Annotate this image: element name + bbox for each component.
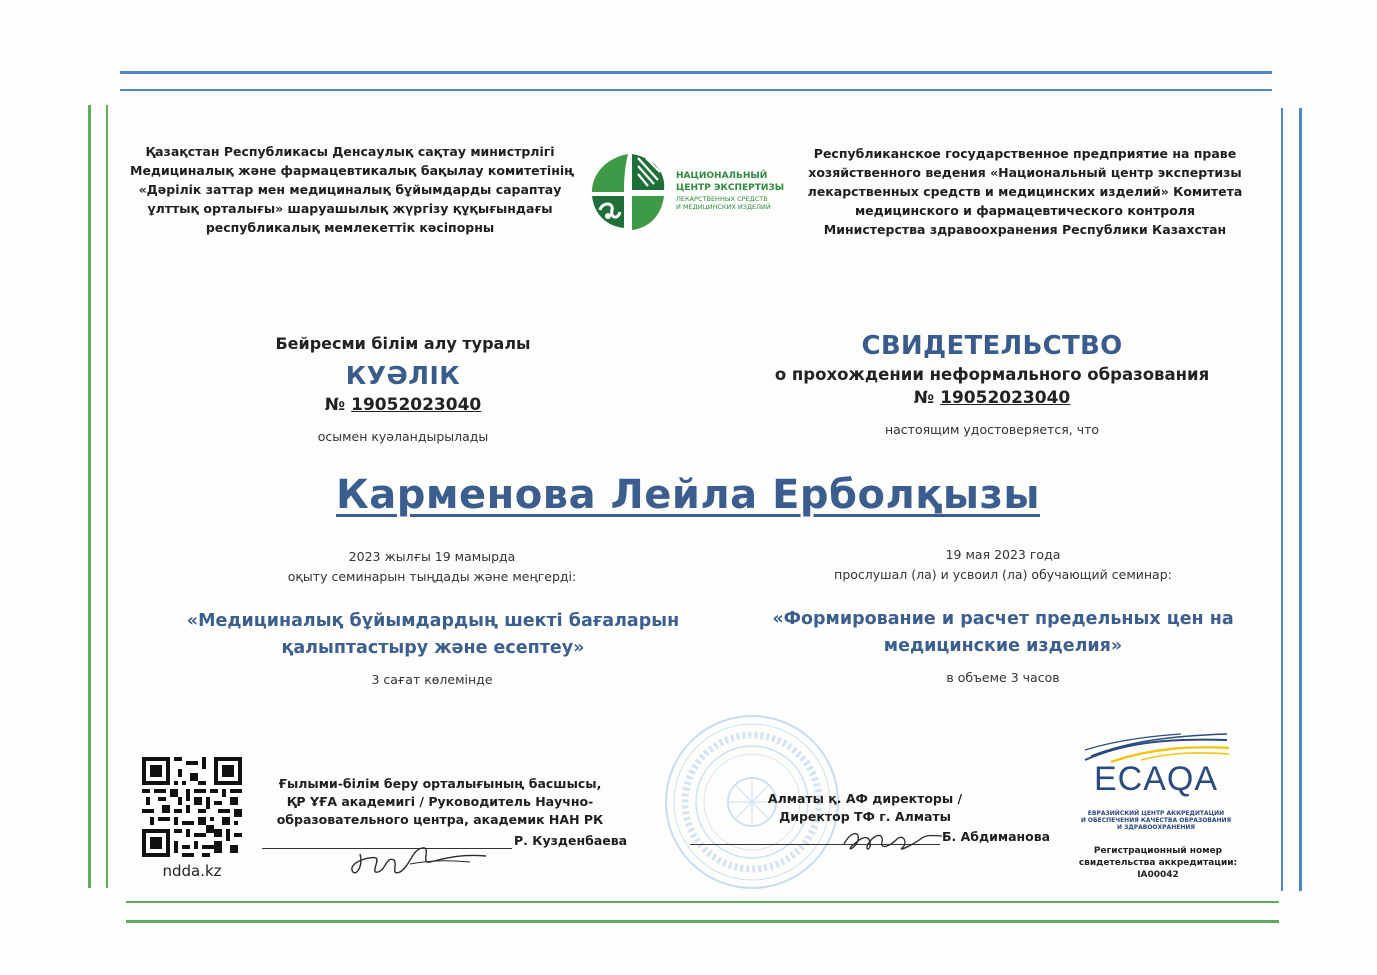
header-right-text bbox=[800, 144, 1250, 239]
ru-date-block bbox=[783, 545, 1223, 585]
ru-hours: в объеме 3 часов bbox=[946, 670, 1060, 685]
kz-title: КУӘЛІК bbox=[345, 361, 461, 390]
signer2-line: Директор ТФ г. Алматы bbox=[779, 809, 951, 824]
signer1-line: образовательного центра, академик НАН РК bbox=[276, 812, 604, 827]
ru-number bbox=[762, 388, 1222, 408]
top-border-line-2 bbox=[120, 89, 1272, 91]
ndda-logo-text-2: ЦЕНТР ЭКСПЕРТИЗЫ bbox=[676, 183, 785, 193]
ru-course-title bbox=[758, 606, 1248, 660]
reg-line: IA00042 bbox=[1137, 870, 1179, 880]
header-left-line: Медициналық және фармацевтикалық бақылау комитетінің bbox=[130, 163, 575, 178]
kz-course-title bbox=[178, 608, 688, 662]
header-left-line: ұлттық орталығы» шаруашылық жүргізу құқығындағы bbox=[147, 201, 553, 216]
right-border-line-1 bbox=[1281, 108, 1283, 891]
kz-hours: 3 сағат көлемінде bbox=[371, 672, 493, 687]
signer1-line: Ғылыми-білім беру орталығының басшысы, bbox=[278, 776, 602, 791]
kz-course-line: «Медициналық бұйымдардың шекті бағаларын bbox=[186, 611, 680, 631]
header-right-line: медицинского и фармацевтического контроля bbox=[854, 203, 1196, 218]
signer1-line: ҚР ҰҒА академигі / Руководитель Научно- bbox=[286, 794, 594, 809]
signer1-name: Р. Кузденбаева bbox=[514, 833, 628, 848]
ndda-logo-icon bbox=[588, 150, 668, 232]
bottom-border-line-1 bbox=[126, 901, 1279, 903]
ecaqa-logo-text: ECAQA bbox=[1093, 760, 1219, 798]
signature-1-icon bbox=[350, 834, 490, 884]
recipient-name: Карменова Лейла Ерболқызы bbox=[336, 472, 1040, 518]
reg-line: Регистрационный номер bbox=[1093, 846, 1223, 856]
signer2-title bbox=[760, 790, 970, 826]
left-border-line-1 bbox=[88, 105, 91, 888]
website-label: ndda.kz bbox=[162, 862, 222, 880]
header-right-line: хозяйственного ведения «Национальный центр экспертизы bbox=[808, 165, 1242, 180]
ru-subtitle: о прохождении неформального образования bbox=[774, 365, 1210, 384]
ru-completed: прослушал (ла) и усвоил (ла) обучающий семинар: bbox=[834, 567, 1172, 582]
kz-completed: оқыту семинарын тыңдады және меңгерді: bbox=[287, 569, 577, 584]
signer2-name: Б. Абдиманова bbox=[942, 829, 1051, 844]
header-right-line: Республиканское государственное предприятие на праве bbox=[813, 146, 1237, 161]
recipient-name-block bbox=[188, 472, 1188, 518]
ru-number-prefix: № bbox=[913, 388, 935, 408]
ru-title: СВИДЕТЕЛЬСТВО bbox=[861, 331, 1123, 361]
kz-title-block bbox=[233, 334, 573, 444]
ru-course-line: «Формирование и расчет предельных цен на bbox=[772, 609, 1234, 629]
header-left-line: Қазақстан Республикасы Денсаулық сақтау министрлігі bbox=[145, 144, 555, 159]
header-right-line: Министерства здравоохранения Республики Казахстан bbox=[823, 222, 1227, 237]
kz-date: 2023 жылғы 19 мамырда bbox=[348, 549, 516, 564]
ru-number-value: 19052023040 bbox=[940, 388, 1071, 408]
ndda-logo-text-1: НАЦИОНАЛЬНЫЙ bbox=[676, 171, 768, 181]
ecaqa-caption-line: ЕВРАЗИЙСКИЙ ЦЕНТР АККРЕДИТАЦИИ bbox=[1087, 810, 1225, 817]
ecaqa-logo-icon bbox=[1081, 730, 1231, 764]
kz-number-value: 19052023040 bbox=[351, 395, 482, 415]
ru-date: 19 мая 2023 года bbox=[945, 547, 1061, 562]
ecaqa-caption-line: И ОБЕСПЕЧЕНИЯ КАЧЕСТВА ОБРАЗОВАНИЯ bbox=[1080, 817, 1232, 824]
ndda-logo-text-4: И МЕДИЦИНСКИХ ИЗДЕЛИЙ bbox=[676, 203, 771, 211]
accreditation-reg bbox=[1070, 845, 1246, 881]
ecaqa-caption-line: И ЗДРАВООХРАНЕНИЯ bbox=[1117, 824, 1195, 831]
signature-2-icon bbox=[838, 822, 948, 862]
kz-number-prefix: № bbox=[324, 395, 346, 415]
header-left-line: республикалық мемлекеттік кәсіпорны bbox=[205, 220, 495, 235]
header-left-text bbox=[130, 142, 575, 237]
ndda-logo-text-3: ЛЕКАРСТВЕННЫХ СРЕДСТВ bbox=[676, 195, 768, 203]
kz-certified: осымен куәландырылады bbox=[317, 429, 489, 444]
kz-subtitle: Бейресми білім алу туралы bbox=[275, 334, 531, 353]
header-left-line: «Дәрілік заттар мен медициналық бұйымдарды сараптау bbox=[138, 182, 562, 197]
ecaqa-logo bbox=[1075, 730, 1245, 840]
ecaqa-caption bbox=[1075, 810, 1237, 831]
left-border-line-2 bbox=[106, 105, 108, 888]
ru-title-block bbox=[762, 331, 1222, 437]
kz-date-block bbox=[232, 547, 632, 587]
kz-course-line: қалыптастыру және есептеу» bbox=[281, 638, 585, 658]
ru-course-line: медицинские изделия» bbox=[883, 636, 1123, 656]
signer2-line: Алматы қ. АФ директоры / bbox=[767, 791, 963, 806]
header-right-line: лекарственных средств и медицинских изделий» Комитета bbox=[807, 184, 1243, 199]
right-border-line-2 bbox=[1299, 108, 1302, 891]
ru-certified: настоящим удостоверяется, что bbox=[884, 422, 1100, 437]
signer1-title bbox=[270, 775, 610, 829]
qr-code-icon bbox=[142, 757, 242, 857]
ndda-logo bbox=[588, 150, 788, 235]
kz-number bbox=[233, 395, 573, 415]
bottom-border-line-2 bbox=[126, 920, 1279, 923]
top-border-line-1 bbox=[120, 71, 1272, 74]
reg-line: свидетельства аккредитации: bbox=[1078, 858, 1238, 868]
